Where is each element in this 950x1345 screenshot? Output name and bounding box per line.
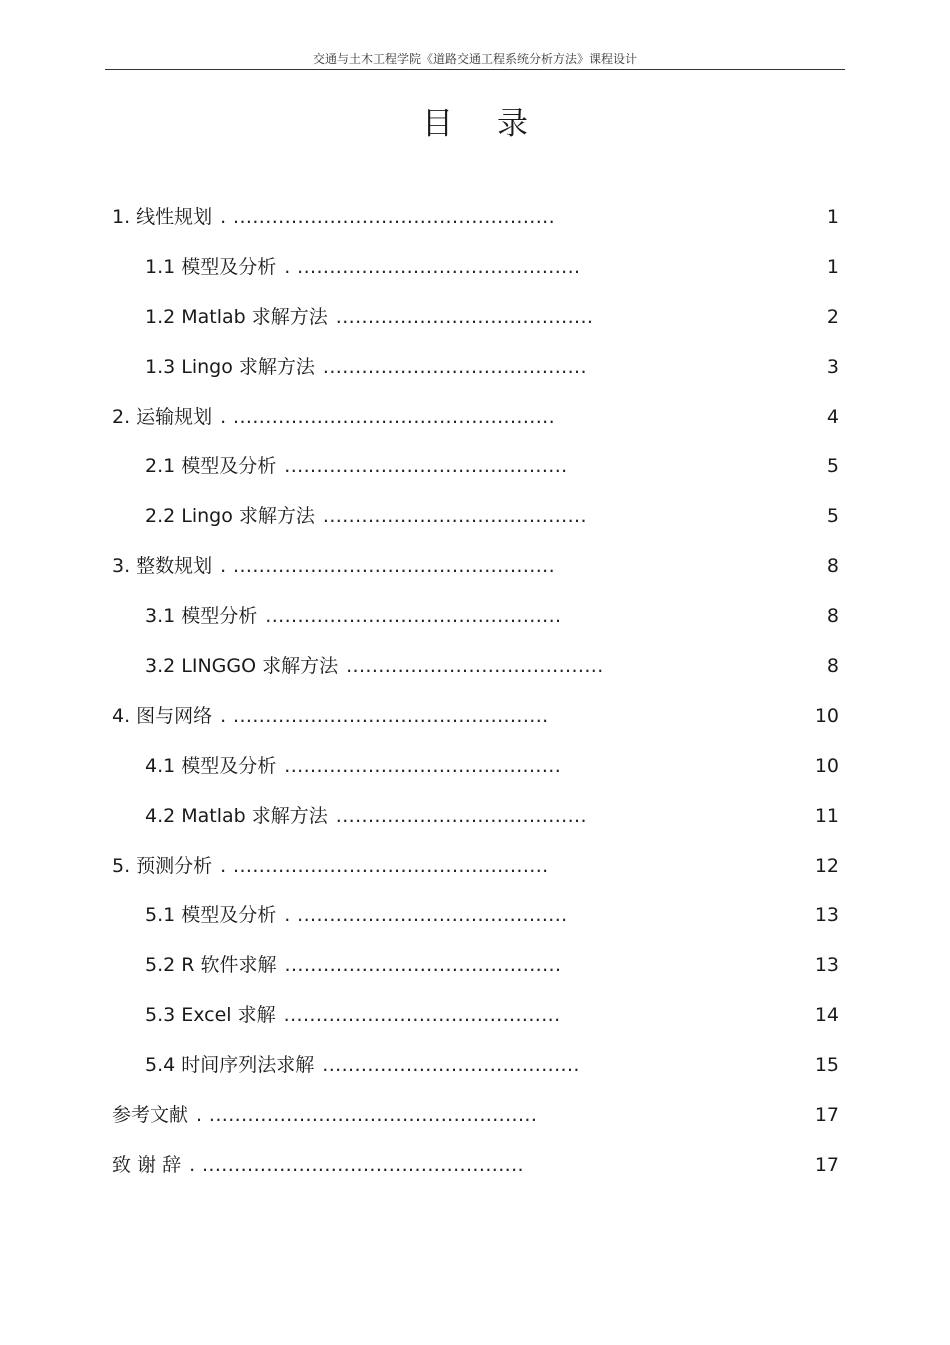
toc-entry[interactable] xyxy=(112,1097,839,1147)
toc-entry[interactable] xyxy=(112,249,839,299)
toc-page-number: 13 xyxy=(814,904,839,927)
toc-dot-leader: . .................................................. xyxy=(220,405,556,428)
toc-page-number: 4 xyxy=(826,405,839,428)
toc-page-number: 15 xyxy=(814,1054,839,1077)
toc-dot-leader: ........................................... xyxy=(283,1004,561,1027)
toc-page-number: 12 xyxy=(814,854,839,877)
toc-page-number: 8 xyxy=(826,605,839,628)
toc-entry[interactable] xyxy=(112,848,839,898)
toc-dot-leader: ........................................... xyxy=(284,954,562,977)
toc-page-number: 8 xyxy=(826,655,839,678)
toc-page-number: 17 xyxy=(814,1153,839,1176)
toc-dot-leader: ....................................... xyxy=(335,804,587,827)
toc-entry[interactable] xyxy=(112,897,839,947)
table-of-contents xyxy=(112,199,839,1197)
toc-dot-leader: ......................................... xyxy=(322,355,587,378)
running-header: 交通与土木工程学院《道路交通工程系统分析方法》课程设计 xyxy=(312,52,637,66)
toc-entry-label: 参考文献 xyxy=(112,1104,189,1127)
toc-dot-leader: ........................................... xyxy=(284,754,562,777)
toc-entry-label: 4.2 Matlab 求解方法 xyxy=(145,804,328,827)
toc-entry-label: 5.4 时间序列法求解 xyxy=(145,1054,315,1077)
toc-entry[interactable] xyxy=(112,548,839,598)
toc-dot-leader: . ................................................. xyxy=(220,854,549,877)
toc-entry[interactable] xyxy=(112,698,839,748)
toc-dot-leader: .............................................. xyxy=(265,605,562,628)
toc-entry-label: 致 谢 辞 xyxy=(112,1153,182,1176)
toc-page-number: 5 xyxy=(826,505,839,528)
toc-dot-leader: . .................................................. xyxy=(220,206,556,228)
toc-dot-leader: . ............................................ xyxy=(284,255,581,278)
toc-entry[interactable] xyxy=(112,498,839,548)
toc-entry-label: 2.2 Lingo 求解方法 xyxy=(145,505,315,528)
toc-entry-label: 5.3 Excel 求解 xyxy=(145,1004,276,1027)
toc-entry-label: 1.3 Lingo 求解方法 xyxy=(145,355,315,378)
toc-page-number: 3 xyxy=(826,355,839,378)
toc-entry-label: 5.1 模型及分析 xyxy=(145,904,277,927)
toc-page-number: 10 xyxy=(814,754,839,777)
header-rule xyxy=(105,69,845,70)
toc-entry[interactable] xyxy=(112,349,839,399)
toc-dot-leader: ............................................ xyxy=(284,455,568,478)
toc-entry-label: 3.2 LINGGO 求解方法 xyxy=(145,655,339,678)
toc-entry-label: 1.2 Matlab 求解方法 xyxy=(145,305,328,328)
toc-entry[interactable] xyxy=(112,997,839,1047)
toc-entry[interactable] xyxy=(112,748,839,798)
toc-entry-label: 5.2 R 软件求解 xyxy=(145,954,277,977)
toc-entry[interactable] xyxy=(112,598,839,648)
toc-entry[interactable] xyxy=(112,199,839,249)
toc-entry-label: 5. 预测分析 xyxy=(112,854,213,877)
toc-page-number: 2 xyxy=(826,305,839,328)
toc-entry[interactable] xyxy=(112,798,839,848)
toc-entry[interactable] xyxy=(112,648,839,698)
toc-page-number: 14 xyxy=(814,1004,839,1027)
toc-entry-label: 4. 图与网络 xyxy=(112,704,213,727)
toc-entry[interactable] xyxy=(112,299,839,349)
toc-dot-leader: . ................................................. xyxy=(220,704,549,727)
toc-page-number: 1 xyxy=(826,206,839,228)
toc-entry-label: 4.1 模型及分析 xyxy=(145,754,277,777)
toc-entry[interactable] xyxy=(112,947,839,997)
toc-page-number: 13 xyxy=(814,954,839,977)
toc-entry-label: 3.1 模型分析 xyxy=(145,605,258,628)
toc-entry-label: 3. 整数规划 xyxy=(112,555,213,578)
toc-entry[interactable] xyxy=(112,1147,839,1197)
toc-page-number: 1 xyxy=(826,255,839,278)
toc-dot-leader: . .......................................... xyxy=(284,904,568,927)
toc-entry-label: 1.1 模型及分析 xyxy=(145,255,277,278)
toc-page-number: 11 xyxy=(814,804,839,827)
toc-dot-leader: . ................................................... xyxy=(196,1104,538,1127)
toc-entry[interactable] xyxy=(112,1047,839,1097)
toc-dot-leader: . .................................................. xyxy=(189,1153,524,1176)
toc-dot-leader: ........................................ xyxy=(346,655,604,678)
toc-title: 目录 xyxy=(422,106,572,142)
toc-dot-leader: ........................................ xyxy=(335,305,594,328)
toc-entry-label: 1. 线性规划 xyxy=(112,206,213,228)
toc-entry-label: 2.1 模型及分析 xyxy=(145,455,277,478)
toc-page-number: 5 xyxy=(826,455,839,478)
toc-entry-label: 2. 运输规划 xyxy=(112,405,213,428)
toc-page-number: 8 xyxy=(826,555,839,578)
toc-dot-leader: . .................................................. xyxy=(220,555,556,578)
toc-entry[interactable] xyxy=(112,399,839,449)
toc-page-number: 17 xyxy=(814,1104,839,1127)
toc-page-number: 10 xyxy=(814,704,839,727)
toc-dot-leader: ......................................... xyxy=(322,505,587,528)
toc-entry[interactable] xyxy=(112,448,839,498)
toc-dot-leader: ........................................ xyxy=(322,1054,580,1077)
